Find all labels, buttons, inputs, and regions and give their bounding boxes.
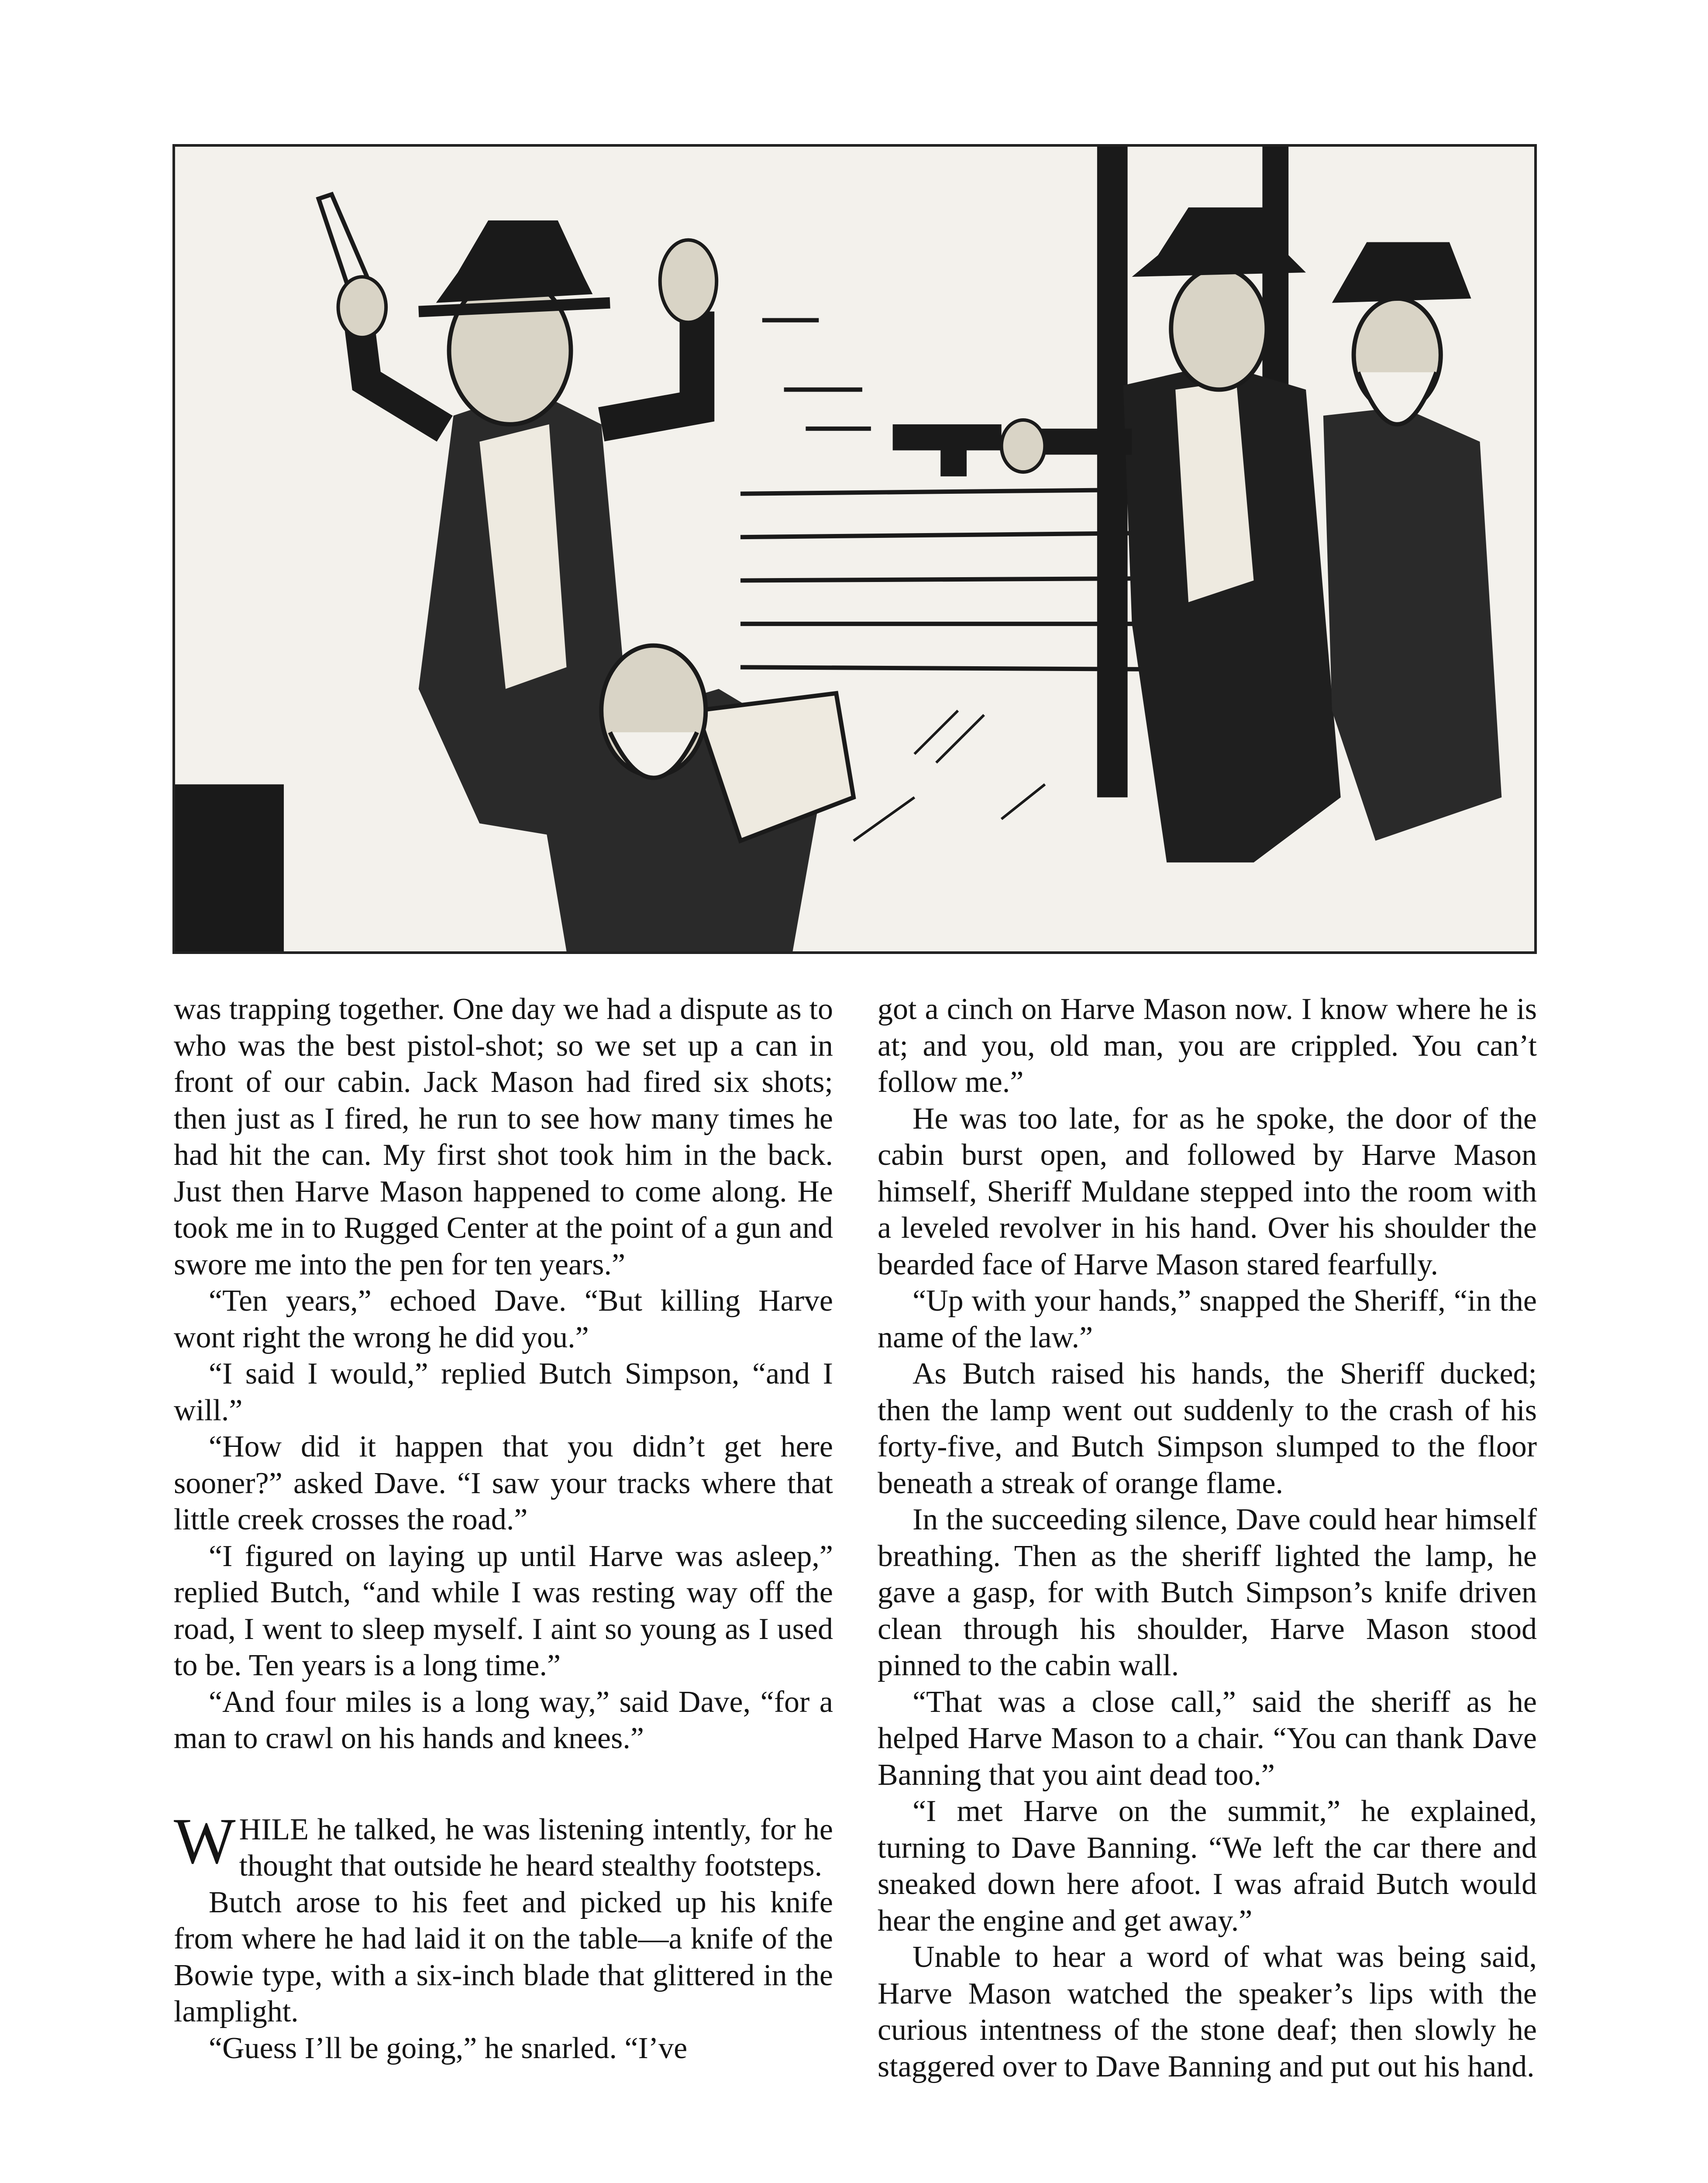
text-column-left: [174, 991, 833, 2066]
paragraph: “I figured on laying up until Harve was asleep,” replied Butch, “and while I was resting way off the road, I went to sleep myself. I aint so young as I used to be. Ten years is a long time.”: [174, 1539, 833, 1682]
paragraph: Unable to hear a word of what was being said, Harve Mason watched the speaker’s lips with the curious intentness of the stone deaf; then slowly he staggered over to Dave Banning and put out his hand.: [878, 1940, 1537, 2083]
paragraph-text: HILE he talked, he was listening intently, for he thought that outside he heard stealthy footsteps.: [239, 1812, 833, 1883]
paragraph-dropcap: [174, 1804, 833, 1884]
paragraph: “That was a close call,” said the sheriff as he helped Harve Mason to a chair. “You can thank Dave Banning that you aint dead too.”: [878, 1685, 1537, 1792]
harve-figure: [1323, 242, 1501, 841]
paragraph: In the succeeding silence, Dave could hear himself breathing. Then as the sheriff lighted the lamp, he gave a gasp, for with Butch Simpson’s knife driven clean through his shoulder, Harve Mason stood pinned to the cabin wall.: [878, 1503, 1537, 1682]
paragraph: got a cinch on Harve Mason now. I know where he is at; and you, old man, you are crippled. You can’t follow me.”: [878, 992, 1537, 1099]
paragraph: “Up with your hands,” snapped the Sheriff, “in the name of the law.”: [878, 1284, 1537, 1354]
paragraph: Butch arose to his feet and picked up his knife from where he had laid it on the table—a knife of the Bowie type, with a six-inch blade that glittered in the lamplight.: [174, 1885, 833, 2028]
paragraph: As Butch raised his hands, the Sheriff ducked; then the lamp went out suddenly to the crash of his forty-five, and Butch Simpson slumped to the floor beneath a streak of orange flame.: [878, 1357, 1537, 1500]
paragraph: “I said I would,” replied Butch Simpson, “and I will.”: [174, 1357, 833, 1427]
paragraph: “And four miles is a long way,” said Dave, “for a man to crawl on his hands and knees.”: [174, 1685, 833, 1755]
ink-drawing: [175, 147, 1534, 951]
paragraph: “Guess I’ll be going,” he snarled. “I’ve: [209, 2031, 688, 2065]
paragraph: “Ten years,” echoed Dave. “But killing Harve wont right the wrong he did you.”: [174, 1284, 833, 1354]
paragraph: He was too late, for as he spoke, the door of the cabin burst open, and followed by Harve Mason himself, Sheriff Muldane stepped into the room with a leveled revolver in his hand. Over his shoulder the bearded face of Harve Mason stared fearfully.: [878, 1102, 1537, 1281]
paragraph: “I met Harve on the summit,” he explained, turning to Dave Banning. “We left the car there and sneaked down here afoot. I was afraid Butch would hear the engine and get away.”: [878, 1794, 1537, 1938]
text-column-right: [878, 991, 1537, 2085]
drop-cap: W: [174, 1804, 236, 1877]
story-illustration: [172, 144, 1537, 954]
paragraph: was trapping together. One day we had a dispute as to who was the best pistol-shot; so we set up a can in front of our cabin. Jack Mason had fired six shots; then just as I fired, he run to see how many times he had hit the can. My first shot took him in the back. Just then Harve Mason happened to come along. He took me in to Rugged Center at the point of a gun and swore me into the pen for ten years.”: [174, 992, 833, 1281]
paragraph: “How did it happen that you didn’t get here sooner?” asked Dave. “I saw your tracks where that little creek crosses the road.”: [174, 1430, 833, 1536]
